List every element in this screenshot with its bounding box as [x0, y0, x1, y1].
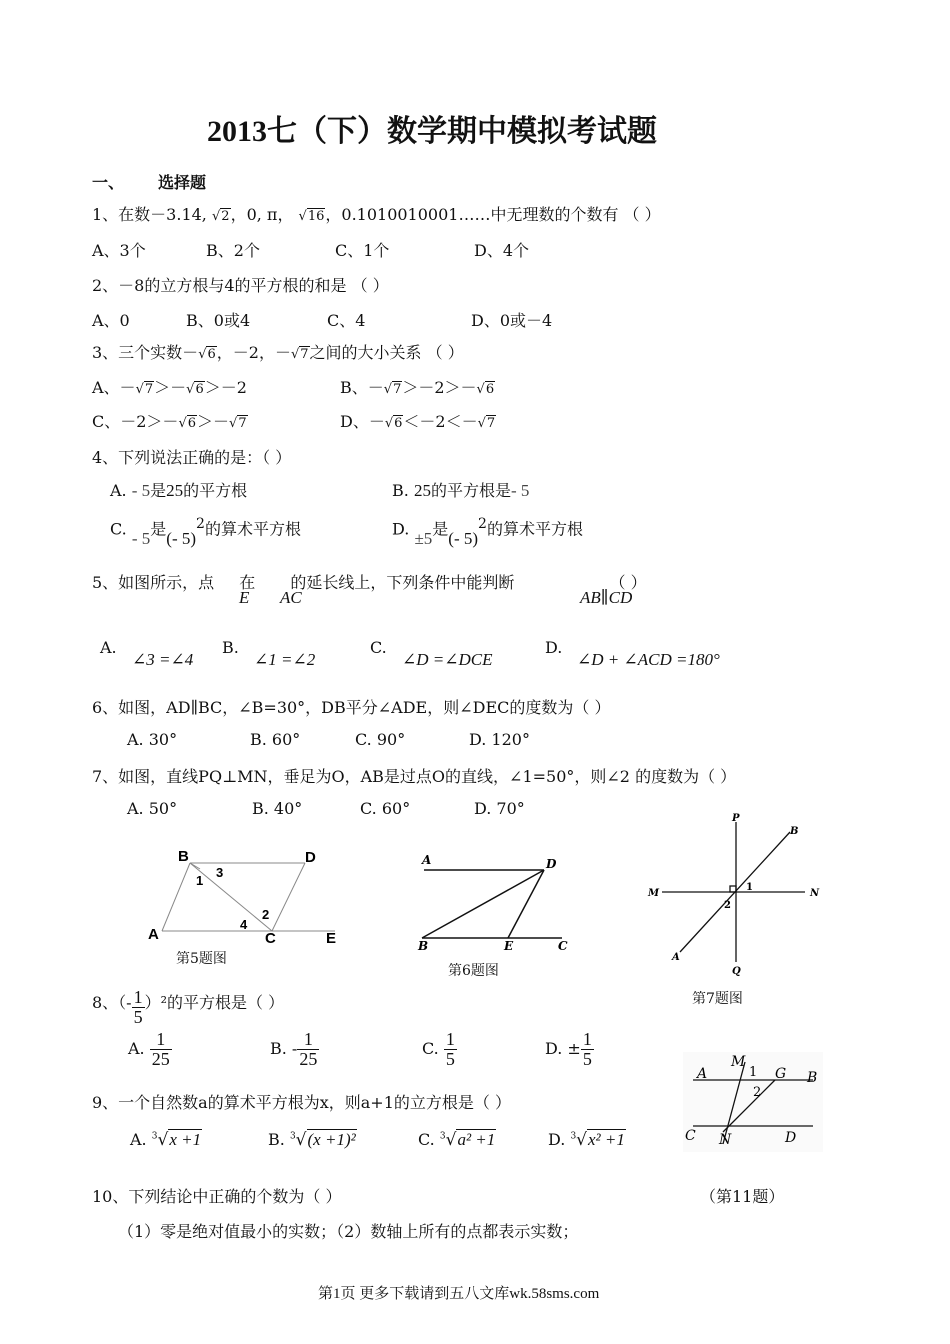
q4-option-d: D. ±5是(- 5)$^2$的算术平方根: [392, 516, 583, 549]
q5-option-c-label: C.: [370, 638, 387, 657]
figure-7-caption: 第7题图: [692, 991, 743, 1007]
q9-option-a: A. $^3$√x +1: [130, 1130, 202, 1150]
label-a: A: [422, 853, 432, 867]
label-m: M: [731, 1054, 746, 1070]
sqrt-16: √16: [298, 209, 325, 224]
figure-7: [640, 812, 830, 982]
q5-option-b-label: B.: [222, 638, 239, 657]
label-d: D: [546, 857, 557, 871]
label-b: B: [418, 939, 429, 952]
label-n: N: [810, 888, 820, 899]
figure-11: [683, 1052, 823, 1152]
label-a: A: [697, 1066, 708, 1082]
angle-1: 1: [749, 1065, 758, 1080]
section-label: 选择题: [158, 173, 207, 192]
label-b: B: [178, 848, 189, 865]
figure-6-caption: 第6题图: [448, 963, 499, 979]
sqrt-7: √7: [290, 347, 309, 362]
q10-statement-line: （1）零是绝对值最小的实数；（2）数轴上所有的点都表示实数；: [118, 1222, 579, 1241]
q7-option-c: C. 60°: [360, 799, 411, 818]
q8-option-c: C. $\frac{1}{5}$: [422, 1029, 455, 1069]
angle-2: 2: [724, 900, 731, 911]
q4-option-c: C. - 5是(- 5)$^2$的算术平方根: [110, 516, 301, 549]
q1-option-a: A、3个: [92, 241, 146, 260]
q1-option-c: C、1个: [335, 241, 390, 260]
q4-option-a: A. - 5是25的平方根: [110, 481, 248, 500]
q1-text-c: ，0.1010010001……中无理数的个数有 （ ）: [325, 205, 661, 224]
question-5: 5、如图所示，点 在 的延长线上，下列条件中能判断 （ ）: [92, 573, 647, 592]
q7-option-b: B. 40°: [252, 799, 303, 818]
q2-option-b: B、0或4: [186, 311, 251, 330]
label-e: E: [504, 939, 514, 952]
label-g: G: [775, 1066, 787, 1082]
label-e: E: [326, 930, 337, 945]
q8-option-d: D. ± $\frac{1}{5}$: [545, 1029, 592, 1069]
q5-option-a-label: A.: [100, 638, 117, 657]
q6-option-d: D. 120°: [469, 730, 530, 749]
q3-option-d: D、－√6＜－2＜－√7: [340, 412, 496, 431]
label-p: P: [732, 813, 740, 824]
q8-option-a: A. $\frac{1}{25}$: [128, 1029, 170, 1069]
q3-option-c: C、－2＞－√6＞－√7: [92, 412, 247, 431]
q9-option-c: C. $^3$√a² +1: [418, 1130, 496, 1150]
q5-option-a: ∠3 =∠4: [132, 650, 194, 669]
angle-1: 1: [746, 882, 753, 893]
q4-option-b: B. 25的平方根是- 5: [392, 481, 530, 500]
question-9: 9、一个自然数a的算术平方根为x，则a+1的立方根是（ ）: [92, 1093, 511, 1112]
q6-option-b: B. 60°: [250, 730, 301, 749]
figure-11-caption: （第11题）: [700, 1187, 785, 1206]
angle-4: 4: [240, 917, 248, 932]
angle-2: 2: [753, 1085, 762, 1100]
ab-parallel-cd: AB∥CD: [580, 588, 633, 607]
label-m: M: [648, 888, 660, 899]
sqrt-6: √6: [198, 347, 216, 362]
section-number: 一、: [92, 173, 125, 192]
q7-option-d: D. 70°: [474, 799, 525, 818]
label-a: A: [148, 926, 159, 943]
label-b: B: [807, 1070, 818, 1086]
label-c: C: [685, 1128, 696, 1144]
question-2: 2、－8的立方根与4的平方根的和是 （ ）: [92, 276, 389, 295]
q5-option-d-label: D.: [545, 638, 563, 657]
label-d: D: [785, 1130, 797, 1146]
sqrt-2: √2: [212, 209, 230, 224]
page-title: 2013七（下）数学期中模拟考试题: [207, 115, 657, 148]
q7-option-a: A. 50°: [127, 799, 178, 818]
q1-option-d: D、4个: [474, 241, 530, 260]
figure-5-caption: 第5题图: [176, 951, 227, 967]
q1-text-a: 1、在数－3.14,: [92, 205, 207, 224]
question-1: [92, 202, 661, 225]
q1-option-b: B、2个: [206, 241, 260, 260]
label-d: D: [305, 849, 316, 866]
q2-option-c: C、4: [327, 311, 366, 330]
label-c: C: [558, 939, 568, 952]
q6-option-a: A. 30°: [127, 730, 178, 749]
label-a: A: [672, 952, 680, 963]
question-10: 10、下列结论中正确的个数为（ ）: [92, 1187, 342, 1206]
angle-1: 1: [196, 873, 204, 888]
question-4: 4、下列说法正确的是：（ ）: [92, 448, 292, 467]
page-footer: 第1页 更多下载请到五八文库wk.58sms.com: [318, 1286, 600, 1302]
angle-2: 2: [262, 907, 270, 922]
label-q: Q: [732, 966, 741, 977]
label-c: C: [265, 930, 276, 945]
q5-option-d: ∠D + ∠ACD =180°: [577, 650, 720, 669]
q1-text-b: ，0, π，: [230, 205, 294, 224]
q5-option-b: ∠1 =∠2: [254, 650, 316, 669]
angle-3: 3: [216, 865, 224, 880]
q3-option-b: B、－√7＞－2＞－√6: [340, 378, 495, 397]
q9-option-b: B. $^3$√(x +1)²: [268, 1130, 356, 1150]
q2-option-a: A、0: [92, 311, 130, 330]
label-n: N: [719, 1132, 732, 1148]
question-7: 7、如图，直线PQ⊥MN，垂足为O，AB是过点O的直线，∠1=50°，则∠2 的度数为（ ）: [92, 767, 737, 786]
question-3: 3、三个实数－√6，－2，－√7之间的大小关系 （ ）: [92, 343, 464, 362]
q9-option-d: D. $^3$√x² +1: [548, 1130, 625, 1150]
q6-option-c: C. 90°: [355, 730, 406, 749]
figure-6: [412, 852, 582, 952]
q3-option-a: A、－√7＞－√6＞－2: [92, 378, 247, 397]
q5-option-c: ∠D =∠DCE: [402, 650, 493, 669]
question-8: 8、（- $\frac{1}{5}$ ）²的平方根是（ ）: [92, 987, 285, 1027]
point-e: E: [239, 588, 250, 607]
label-b: B: [790, 826, 799, 837]
q8-option-b: B. - $\frac{1}{25}$: [270, 1029, 318, 1069]
question-6: 6、如图，AD∥BC，∠B=30°，DB平分∠ADE，则∠DEC的度数为（ ）: [92, 698, 611, 717]
segment-ac: AC: [280, 588, 302, 607]
q2-option-d: D、0或－4: [471, 311, 553, 330]
figure-5: [140, 845, 350, 945]
